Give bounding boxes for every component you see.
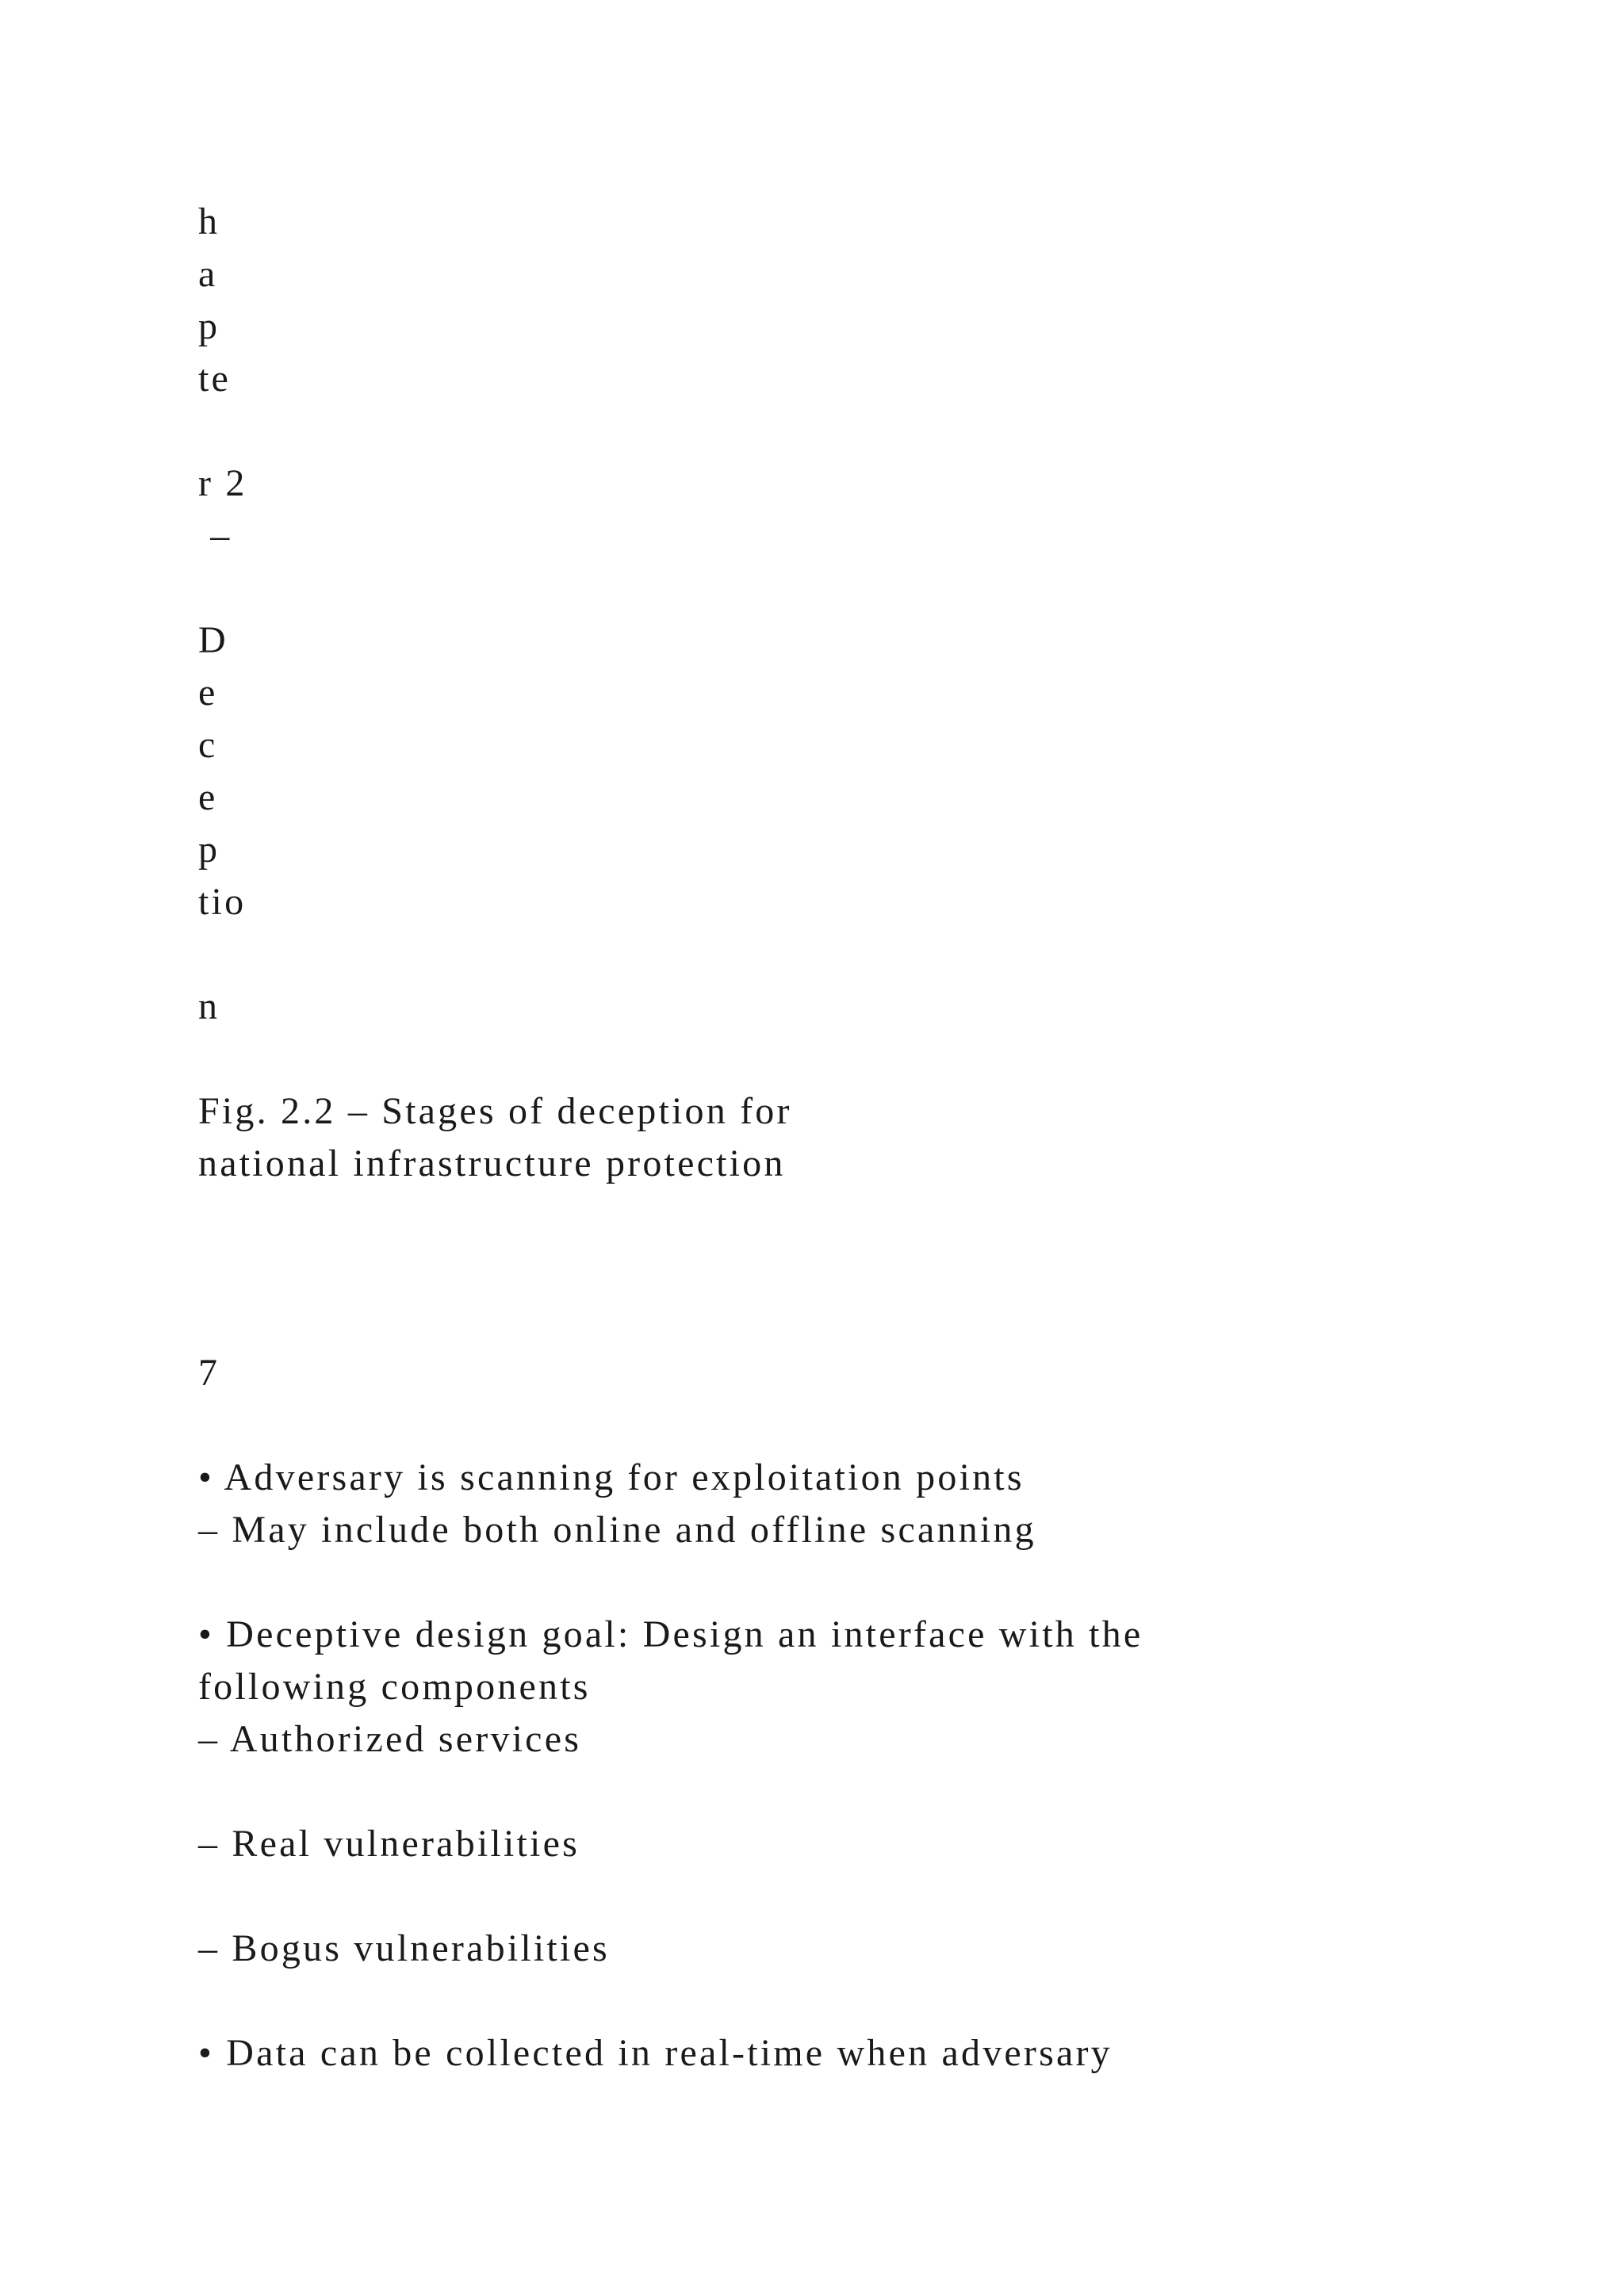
title-fragment: p	[198, 305, 220, 347]
title-fragment: e	[198, 672, 218, 714]
bullet-text: • Deceptive design goal: Design an interface with the	[198, 1613, 1143, 1655]
title-fragment: tio	[198, 881, 247, 923]
title-fragment: D	[198, 619, 228, 661]
figure-caption-line: Fig. 2.2 – Stages of deception for	[198, 1090, 792, 1132]
title-fragment: c	[198, 724, 218, 766]
bullet-text-continuation: following components	[198, 1666, 591, 1708]
bullet-text: • Adversary is scanning for exploitation points	[198, 1456, 1025, 1498]
title-fragment: te	[198, 358, 232, 400]
title-fragment: e	[198, 776, 218, 818]
title-fragment: n	[198, 985, 220, 1027]
sub-bullet-text: – Bogus vulnerabilities	[198, 1927, 610, 1969]
title-fragment: h	[198, 201, 220, 243]
sub-bullet-text: – Authorized services	[198, 1718, 582, 1760]
figure-caption-line: national infrastructure protection	[198, 1142, 786, 1184]
slide-number: 7	[198, 1352, 220, 1394]
sub-bullet-text: – May include both online and offline scanning	[198, 1509, 1036, 1551]
title-fragment: –	[198, 515, 232, 557]
title-fragment: r 2	[198, 462, 247, 504]
title-fragment: a	[198, 253, 218, 295]
bullet-text: • Data can be collected in real-time when adversary	[198, 2032, 1113, 2074]
title-fragment: p	[198, 828, 220, 871]
sub-bullet-text: – Real vulnerabilities	[198, 1823, 580, 1865]
